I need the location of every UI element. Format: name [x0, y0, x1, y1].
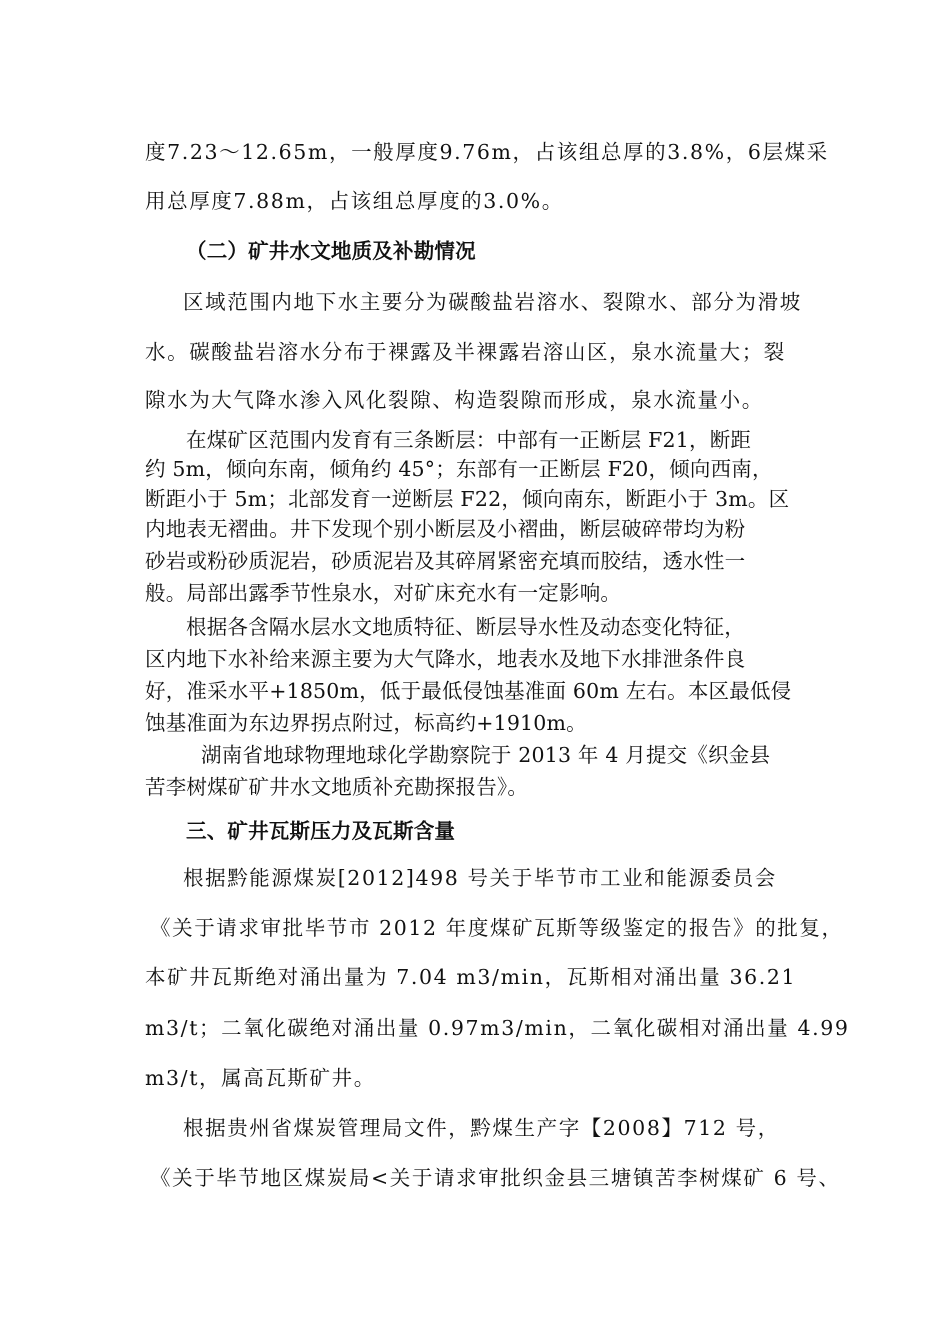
- text-line: 砂岩或粉砂质泥岩，砂质泥岩及其碎屑紧密充填而胶结，透水性一: [145, 549, 746, 573]
- text-line: 苦李树煤矿矿井水文地质补充勘探报告》。: [145, 775, 529, 799]
- text-line: 约 5m，倾向东南，倾角约 45°；东部有一正断层 F20，倾向西南，: [145, 457, 773, 481]
- text-line: 湖南省地球物理地球化学勘察院于 2013 年 4 月提交《织金县: [201, 743, 771, 767]
- text-line: 《关于请求审批毕节市 2012 年度煤矿瓦斯等级鉴定的报告》的批复，: [150, 916, 844, 940]
- section-heading: （二）矿井水文地质及补勘情况: [186, 239, 476, 263]
- text-line: 蚀基准面为东边界拐点附过，标高约+1910m。: [145, 711, 587, 735]
- text-line: 区内地下水补给来源主要为大气降水，地表水及地下水排泄条件良: [145, 647, 746, 671]
- text-line: 在煤矿区范围内发育有三条断层：中部有一正断层 F21，断距: [186, 428, 752, 452]
- text-line: 区域范围内地下水主要分为碳酸盐岩溶水、裂隙水、部分为滑坡: [183, 290, 802, 314]
- text-line: m3/t；二氧化碳绝对涌出量 0.97m3/min，二氧化碳相对涌出量 4.99: [145, 1016, 850, 1040]
- text-line: 本矿井瓦斯绝对涌出量为 7.04 m3/min，瓦斯相对涌出量 36.21: [145, 965, 797, 989]
- text-line: 根据贵州省煤炭管理局文件，黔煤生产字【2008】712 号，: [183, 1116, 780, 1140]
- text-line: 度7.23～12.65m，一般厚度9.76m，占该组总厚的3.8%，6层煤采: [145, 140, 829, 164]
- text-line: 隙水为大气降水渗入风化裂隙、构造裂隙而形成，泉水流量小。: [145, 388, 764, 412]
- text-line: 水。碳酸盐岩溶水分布于裸露及半裸露岩溶山区，泉水流量大；裂: [145, 340, 786, 364]
- text-line: 《关于毕节地区煤炭局<关于请求审批织金县三塘镇苦李树煤矿 6 号、: [150, 1166, 841, 1190]
- text-line: 断距小于 5m；北部发育一逆断层 F22，倾向南东，断距小于 3m。区: [145, 487, 790, 511]
- section-heading: 三、矿井瓦斯压力及瓦斯含量: [186, 819, 456, 843]
- text-line: 根据各含隔水层水文地质特征、断层导水性及动态变化特征，: [186, 615, 745, 639]
- text-line: 内地表无褶曲。井下发现个别小断层及小褶曲，断层破碎带均为粉: [145, 517, 746, 541]
- text-line: 好，准采水平+1850m，低于最低侵蚀基准面 60m 左右。本区最低侵: [145, 679, 792, 703]
- text-line: 用总厚度7.88m，占该组总厚度的3.0%。: [145, 189, 564, 213]
- text-line: 般。局部出露季节性泉水，对矿床充水有一定影响。: [145, 581, 622, 605]
- text-line: 根据黔能源煤炭[2012]498 号关于毕节市工业和能源委员会: [183, 866, 777, 890]
- text-line: m3/t，属高瓦斯矿井。: [145, 1066, 376, 1090]
